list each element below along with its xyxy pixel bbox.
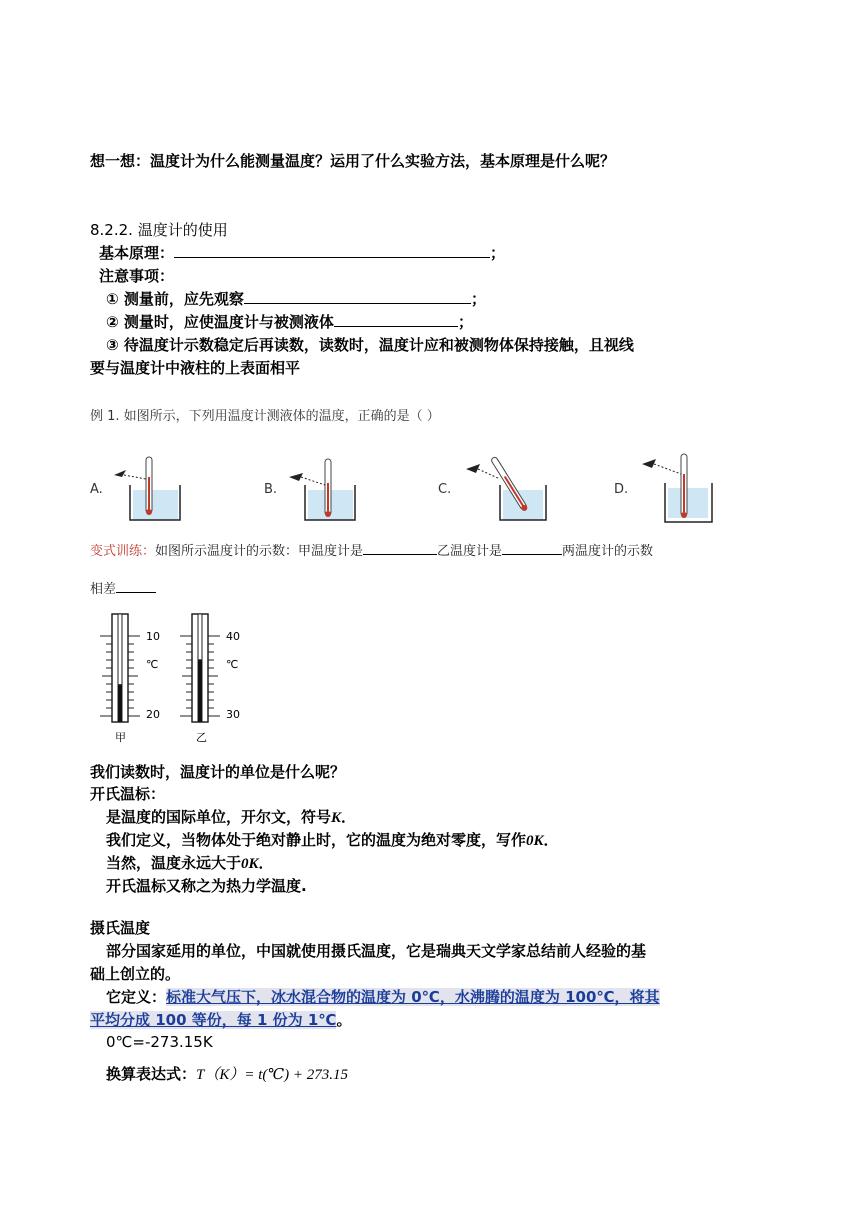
celsius-p1-line2: 础上创立的。 xyxy=(90,965,181,983)
variant-blank-c[interactable] xyxy=(116,579,156,593)
formula-label: 换算表达式： xyxy=(106,1065,197,1083)
kelvin-line-1-end: ． xyxy=(341,808,357,826)
note-1-blank[interactable] xyxy=(244,289,471,304)
principle-line xyxy=(99,242,505,263)
note-3-line2: 要与温度计中液柱的上表面相平 xyxy=(90,359,301,377)
thermometer-liquid xyxy=(198,659,202,722)
note-3-line1: ③ 待温度计示数稳定后再读数，读数时，温度计应和被测物体保持接触，且视线 xyxy=(106,336,634,354)
sight-line xyxy=(478,469,500,479)
note-1 xyxy=(106,288,486,309)
variant-blank-a[interactable] xyxy=(363,541,437,555)
option-a-label: A. xyxy=(90,482,103,497)
option-d-figure xyxy=(640,450,720,525)
kelvin-title: 开氏温标： xyxy=(90,785,166,803)
beaker-water xyxy=(133,490,178,520)
jia-label: 甲 xyxy=(115,731,126,744)
example-question: 例 1. 如图所示，下列用温度计测液体的温度，正确的是（ ） xyxy=(90,409,440,424)
variant-line-2 xyxy=(90,578,156,597)
celsius-def-label: 它定义： xyxy=(106,988,167,1006)
kelvin-line-3-text: 当然，温度永远大于 xyxy=(106,854,242,872)
bulb xyxy=(325,511,331,517)
eye-icon xyxy=(114,470,126,477)
jia-tick-bottom: 20 xyxy=(146,708,160,721)
section-title: 8.2.2. 温度计的使用 xyxy=(90,221,228,239)
variant-text-3: 两温度计的示数 xyxy=(562,544,654,559)
sight-line xyxy=(654,464,681,474)
variant-text-1: 如图所示温度计的示数：甲温度计是 xyxy=(155,544,364,559)
option-c-label: C. xyxy=(438,482,452,497)
variant-label: 变式训练： xyxy=(90,544,156,559)
variant-blank-b[interactable] xyxy=(502,541,562,555)
celsius-title: 摄氏温度 xyxy=(90,919,151,937)
yi-tick-top: 40 xyxy=(226,630,240,643)
sight-line xyxy=(301,477,325,485)
eye-icon xyxy=(289,473,303,481)
absolute-zero-symbol: 0K xyxy=(526,833,544,849)
unit-question: 我们读数时，温度计的单位是什么呢？ xyxy=(90,763,346,781)
conversion-formula: T（K）= t(℃) + 273.15 xyxy=(196,1067,349,1083)
variant-line xyxy=(90,540,653,559)
liquid-column xyxy=(327,483,329,511)
liquid-column xyxy=(683,474,685,512)
kelvin-line-1-text: 是温度的国际单位，开尔文，符号 xyxy=(106,808,332,826)
note-2-blank[interactable] xyxy=(334,312,458,327)
yi-tick-bottom: 30 xyxy=(226,708,240,721)
notes-label: 注意事项： xyxy=(99,267,175,285)
eye-icon xyxy=(642,459,656,468)
kelvin-line-2-end: ． xyxy=(543,831,559,849)
option-b-figure xyxy=(285,455,365,525)
celsius-def-end: 。 xyxy=(336,1011,352,1029)
bulb xyxy=(681,512,687,518)
kelvin-line-3 xyxy=(106,852,274,873)
variant-text-4: 相差 xyxy=(90,582,117,597)
yi-label: 乙 xyxy=(196,731,207,744)
celsius-def-highlight-2: 平均分成 100 等份，每 1 份为 1℃ xyxy=(90,1011,337,1029)
kelvin-line-1 xyxy=(106,806,356,827)
option-d-label: D. xyxy=(614,482,629,497)
jia-unit: ℃ xyxy=(146,658,159,671)
note-2 xyxy=(106,311,473,332)
think-question: 想一想：温度计为什么能测量温度？运用了什么实验方法，基本原理是什么呢？ xyxy=(90,152,616,170)
note-2-text: ② 测量时，应使温度计与被测液体 xyxy=(106,313,334,331)
celsius-def-line2 xyxy=(90,1009,351,1030)
liquid-column xyxy=(148,477,150,510)
note-1-end: ； xyxy=(470,290,486,308)
kelvin-line-3-end: ． xyxy=(258,854,274,872)
beaker-water xyxy=(668,488,708,518)
option-c-figure xyxy=(460,455,550,525)
note-1-text: ① 测量前，应先观察 xyxy=(106,290,244,308)
zero-kelvin-symbol: 0K xyxy=(241,856,259,872)
celsius-p1-line1: 部分国家延用的单位，中国就使用摄氏温度，它是瑞典天文学家总结前人经验的基 xyxy=(106,942,647,960)
kelvin-line-2-text: 我们定义，当物体处于绝对静止时，它的温度为绝对零度，写作 xyxy=(106,831,527,849)
celsius-def-highlight-1: 标准大气压下，冰水混合物的温度为 0℃，水沸腾的温度为 100℃，将其 xyxy=(166,988,660,1006)
note-2-end: ； xyxy=(457,313,473,331)
formula-line xyxy=(106,1063,348,1084)
bulb xyxy=(146,509,152,515)
jia-tick-top: 10 xyxy=(146,630,160,643)
option-b-label: B. xyxy=(264,482,278,497)
option-a-figure xyxy=(110,455,190,525)
kelvin-line-2 xyxy=(106,829,559,850)
principle-end: ； xyxy=(490,244,506,262)
thermometer-liquid xyxy=(118,684,122,722)
zero-conversion: 0℃=-273.15K xyxy=(106,1033,213,1051)
sight-line xyxy=(124,475,146,479)
variant-text-2: 乙温度计是 xyxy=(437,544,503,559)
yi-unit: ℃ xyxy=(226,658,239,671)
principle-label: 基本原理： xyxy=(99,244,175,262)
kelvin-line-4: 开氏温标又称之为热力学温度. xyxy=(106,877,307,895)
celsius-def-line1 xyxy=(106,986,660,1007)
eye-icon xyxy=(466,464,480,473)
principle-blank[interactable] xyxy=(174,243,490,258)
kelvin-symbol: K xyxy=(331,810,342,826)
